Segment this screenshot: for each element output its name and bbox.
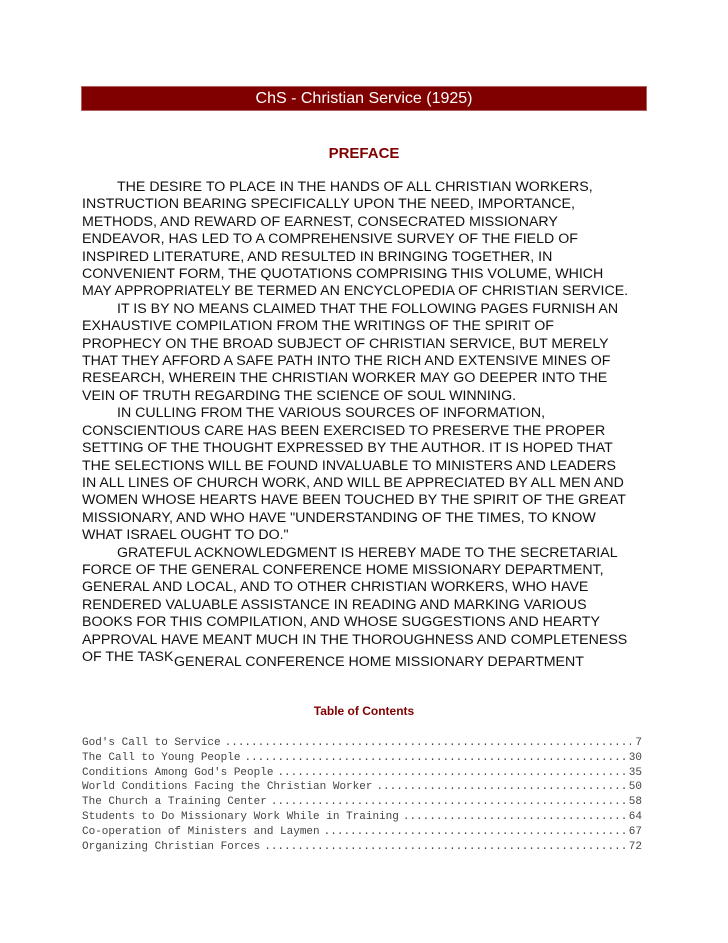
text-line: MAY APPROPRIATELY BE TERMED AN ENCYCLOPEDIA OF CHRISTIAN SERVICE. — [82, 283, 629, 300]
text-line: INSTRUCTION BEARING SPECIFICALLY UPON THE NEED, IMPORTANCE, — [82, 196, 575, 213]
text-line: WHAT ISRAEL OUGHT TO DO." — [82, 527, 289, 544]
dot-leader — [324, 825, 625, 840]
table-of-contents — [82, 736, 642, 854]
toc-entry[interactable] — [82, 825, 642, 840]
toc-entry-page: 67 — [628, 825, 642, 838]
dot-leader — [244, 751, 624, 766]
toc-entry-title[interactable]: The Call to Young People — [82, 751, 241, 764]
text-line: IN CULLING FROM THE VARIOUS SOURCES OF INFORMATION, — [117, 405, 546, 422]
text-line: VEIN OF TRUTH REGARDING THE SCIENCE OF SOUL WINNING. — [82, 387, 517, 404]
text-line: RESEARCH, WHEREIN THE CHRISTIAN WORKER MAY GO DEEPER INTO THE — [82, 370, 608, 387]
toc-entry[interactable] — [82, 736, 642, 751]
toc-entry-page: 7 — [635, 737, 642, 749]
toc-entry[interactable] — [82, 780, 642, 795]
dot-leader — [271, 795, 625, 810]
toc-entry-page: 35 — [628, 766, 642, 779]
preface-paragraph — [82, 301, 682, 405]
toc-entry[interactable] — [82, 810, 642, 825]
text-line: BOOKS FOR THIS COMPILATION, AND WHOSE SUGGESTIONS AND HEARTY — [82, 614, 600, 631]
text-line: APPROVAL HAVE MEANT MUCH IN THE THOROUGHNESS AND COMPLETENESS — [82, 631, 628, 648]
preface-paragraph — [82, 179, 682, 301]
toc-entry-title[interactable]: Conditions Among God's People — [82, 766, 274, 779]
text-line: GENERAL AND LOCAL, AND TO OTHER CHRISTIAN WORKERS, WHO HAVE — [82, 579, 589, 596]
text-line: RENDERED VALUABLE ASSISTANCE IN READING AND MARKING VARIOUS — [82, 596, 587, 613]
text-line: PROPHECY ON THE BROAD SUBJECT OF CHRISTIAN SERVICE, BUT MERELY — [82, 335, 609, 352]
toc-entry-page: 30 — [628, 751, 642, 764]
text-line: SETTING OF THE THOUGHT EXPRESSED BY THE AUTHOR. IT IS HOPED THAT — [82, 440, 613, 457]
toc-entry-title[interactable]: Students to Do Missionary Work While in Training — [82, 810, 399, 823]
toc-entry[interactable] — [82, 795, 642, 810]
text-line: THE DESIRE TO PLACE IN THE HANDS OF ALL CHRISTIAN WORKERS, — [117, 179, 593, 195]
text-line: THAT THEY AFFORD A SAFE PATH INTO THE RICH AND EXTENSIVE MINES OF — [82, 353, 611, 370]
toc-entry-title[interactable]: God's Call to Service — [82, 737, 221, 749]
toc-entry-page: 64 — [628, 810, 642, 823]
preface-heading: PREFACE — [328, 145, 400, 162]
text-line: IN ALL LINES OF CHURCH WORK, AND WILL BE APPRECIATED BY ALL MEN AND — [82, 474, 624, 491]
text-line: OF THE TASK. — [82, 648, 178, 665]
dot-leader — [376, 780, 624, 795]
toc-entry-page: 58 — [628, 796, 642, 809]
toc-entry[interactable] — [82, 751, 642, 766]
text-line: CONSCIENTIOUS CARE HAS BEEN EXERCISED TO PRESERVE THE PROPER — [82, 422, 606, 439]
text-line: MISSIONARY, AND WHO HAVE "UNDERSTANDING OF THE TIMES, TO KNOW — [82, 509, 596, 526]
text-line: ENDEAVOR, HAS LED TO A COMPREHENSIVE SURVEY OF THE FIELD OF — [82, 231, 578, 248]
toc-entry[interactable] — [82, 840, 642, 855]
toc-entry-page: 72 — [628, 840, 642, 853]
text-line: THE SELECTIONS WILL BE FOUND INVALUABLE TO MINISTERS AND LEADERS — [82, 457, 616, 474]
dot-leader — [264, 840, 625, 855]
text-line: GRATEFUL ACKNOWLEDGMENT IS HEREBY MADE TO THE SECRETARIAL — [117, 544, 618, 561]
text-line: METHODS, AND REWARD OF EARNEST, CONSECRATED MISSIONARY — [82, 213, 558, 230]
text-line: CONVENIENT FORM, THE QUOTATIONS COMPRISING THIS VOLUME, WHICH — [82, 266, 604, 283]
toc-entry-title[interactable]: Organizing Christian Forces — [82, 840, 261, 853]
dot-leader — [277, 766, 624, 781]
dot-leader — [225, 736, 632, 751]
dot-leader — [403, 810, 625, 825]
text-line: EXHAUSTIVE COMPILATION FROM THE WRITINGS OF THE SPIRIT OF — [82, 318, 554, 335]
document-header-banner: ChS - Christian Service (1925) — [81, 86, 647, 111]
toc-entry[interactable] — [82, 766, 642, 781]
preface-paragraph — [82, 405, 682, 544]
text-line: FORCE OF THE GENERAL CONFERENCE HOME MISSIONARY DEPARTMENT, — [82, 561, 604, 578]
preface-body — [82, 179, 682, 666]
preface-signature: GENERAL CONFERENCE HOME MISSIONARY DEPARTMENT — [174, 654, 584, 670]
text-line: WOMEN WHOSE HEARTS HAVE BEEN TOUCHED BY THE SPIRIT OF THE GREAT — [82, 492, 626, 509]
toc-entry-title[interactable]: Co-operation of Ministers and Laymen — [82, 825, 320, 838]
toc-entry-page: 50 — [628, 781, 642, 794]
toc-heading: Table of Contents — [313, 704, 415, 718]
toc-entry-title[interactable]: World Conditions Facing the Christian Worker — [82, 781, 373, 794]
text-line: IT IS BY NO MEANS CLAIMED THAT THE FOLLOWING PAGES FURNISH AN — [117, 300, 619, 317]
text-line: INSPIRED LITERATURE, AND RESULTED IN BRINGING TOGETHER, IN — [82, 248, 553, 265]
toc-entry-title[interactable]: The Church a Training Center — [82, 796, 267, 809]
preface-paragraph — [82, 545, 682, 667]
